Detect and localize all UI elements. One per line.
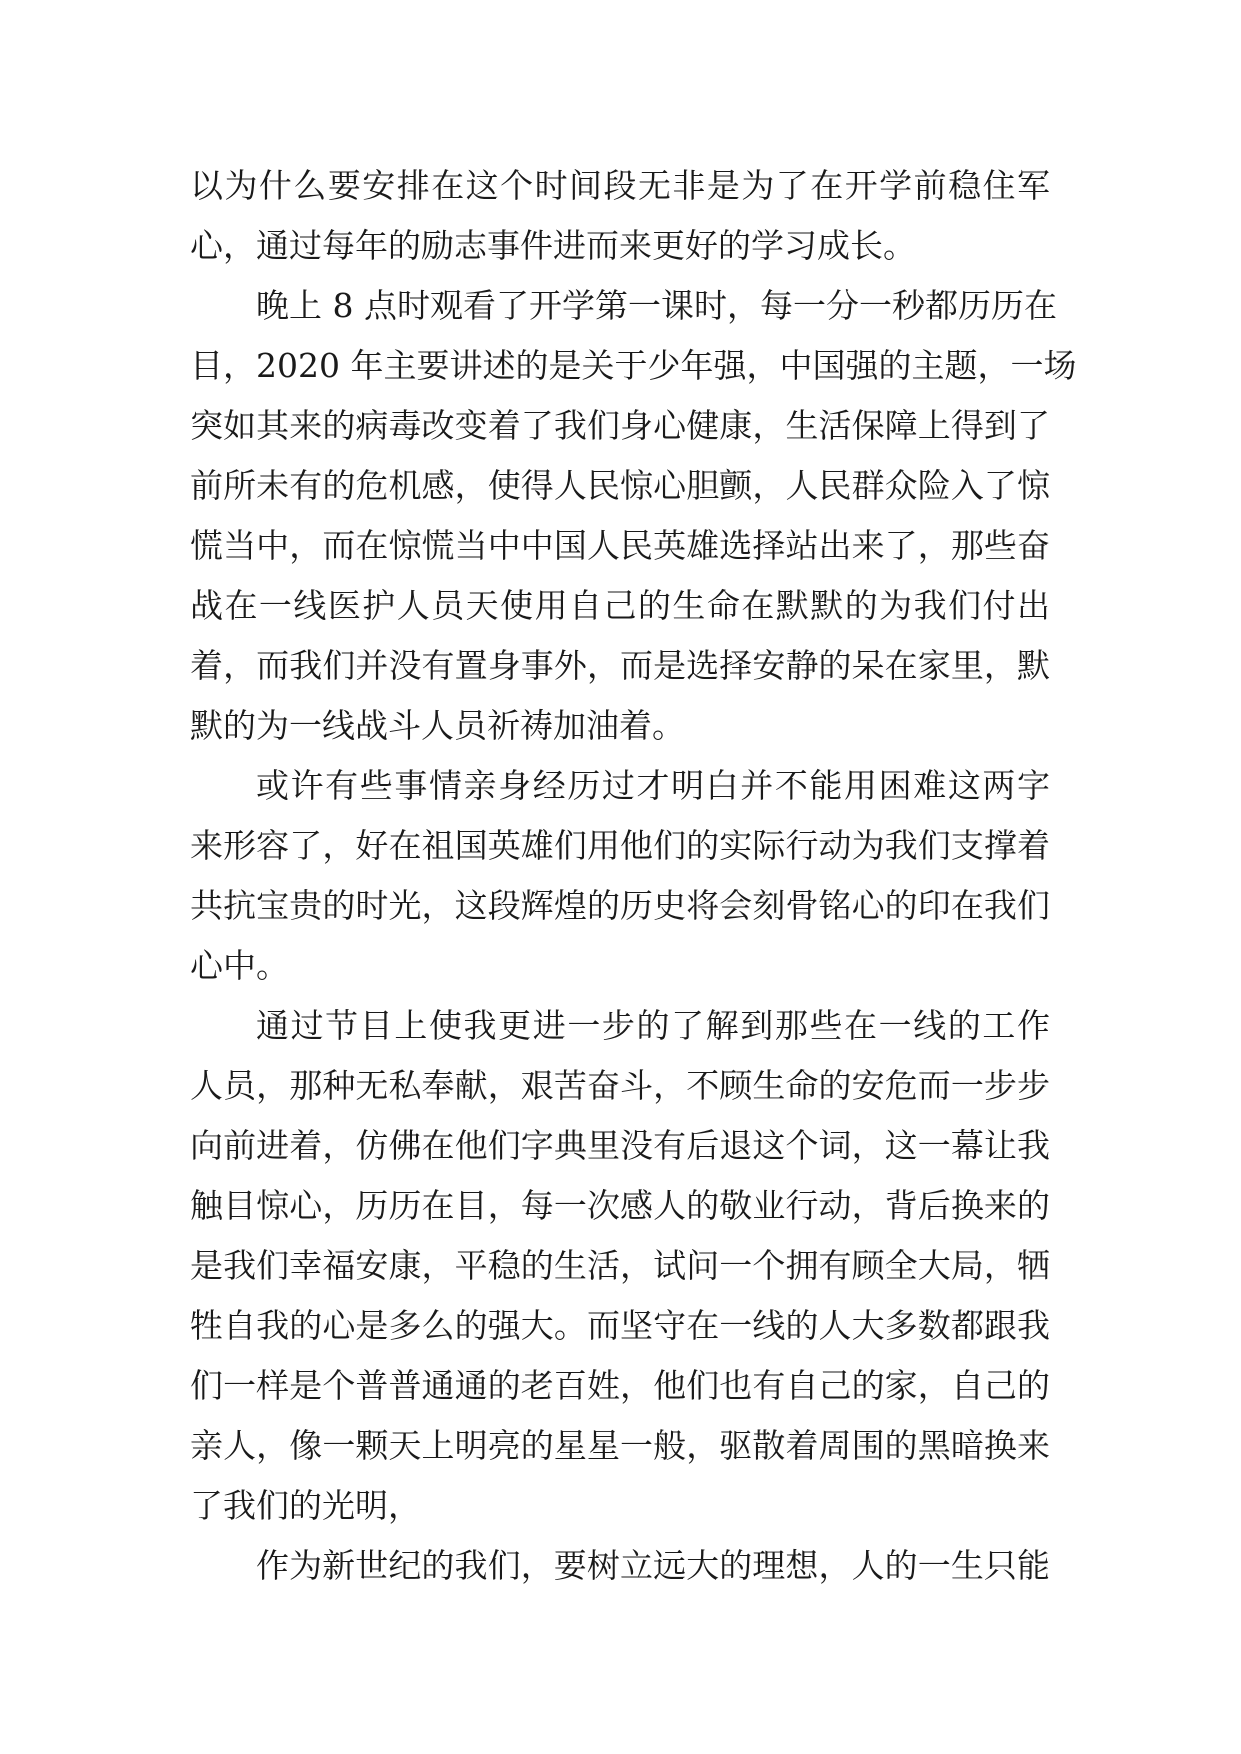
paragraph-first-line: 通过节目上使我更进一步的了解到那些在一线的工作 <box>256 1006 1050 1045</box>
text-line: 们一样是个普普通通的老百姓，他们也有自己的家，自己的 <box>190 1366 1050 1405</box>
body-text <box>190 156 1077 1596</box>
text-line: 前所未有的危机感，使得人民惊心胆颤，人民群众险入了惊 <box>190 466 1050 505</box>
text-line: 以为什么要安排在这个时间段无非是为了在开学前稳住军 <box>190 166 1050 205</box>
paragraph-first-line: 或许有些事情亲身经历过才明白并不能用困难这两字 <box>256 766 1050 805</box>
text-line: 触目惊心，历历在目，每一次感人的敬业行动，背后换来的 <box>190 1186 1050 1225</box>
text-line: 战在一线医护人员天使用自己的生命在默默的为我们付出 <box>190 586 1050 625</box>
text-line: 心，通过每年的励志事件进而来更好的学习成长。 <box>190 226 916 265</box>
paragraph-first-line: 作为新世纪的我们，要树立远大的理想，人的一生只能 <box>256 1546 1050 1585</box>
text-line: 慌当中，而在惊慌当中中国人民英雄选择站出来了，那些奋 <box>190 526 1050 565</box>
text-line: 心中。 <box>190 946 289 985</box>
text-line: 了我们的光明， <box>190 1486 421 1525</box>
text-line: 牲自我的心是多么的强大。而坚守在一线的人大多数都跟我 <box>190 1306 1050 1345</box>
text-line: 是我们幸福安康，平稳的生活，试问一个拥有顾全大局，牺 <box>190 1246 1050 1285</box>
text-line: 突如其来的病毒改变着了我们身心健康，生活保障上得到了 <box>190 406 1050 445</box>
text-line: 亲人，像一颗天上明亮的星星一般，驱散着周围的黑暗换来 <box>190 1426 1050 1465</box>
text-line: 共抗宝贵的时光，这段辉煌的历史将会刻骨铭心的印在我们 <box>190 886 1050 925</box>
text-line: 人员，那种无私奉献，艰苦奋斗，不顾生命的安危而一步步 <box>190 1066 1050 1105</box>
text-line: 来形容了，好在祖国英雄们用他们的实际行动为我们支撑着 <box>190 826 1050 865</box>
text-line: 向前进着，仿佛在他们字典里没有后退这个词，这一幕让我 <box>190 1126 1050 1165</box>
text-line: 着，而我们并没有置身事外，而是选择安静的呆在家里，默 <box>190 646 1050 685</box>
paragraph-first-line: 晚上 8 点时观看了开学第一课时，每一分一秒都历历在 <box>256 286 1057 325</box>
text-line: 默的为一线战斗人员祈祷加油着。 <box>190 706 685 745</box>
text-line: 目，2020 年主要讲述的是关于少年强，中国强的主题，一场 <box>190 346 1077 385</box>
